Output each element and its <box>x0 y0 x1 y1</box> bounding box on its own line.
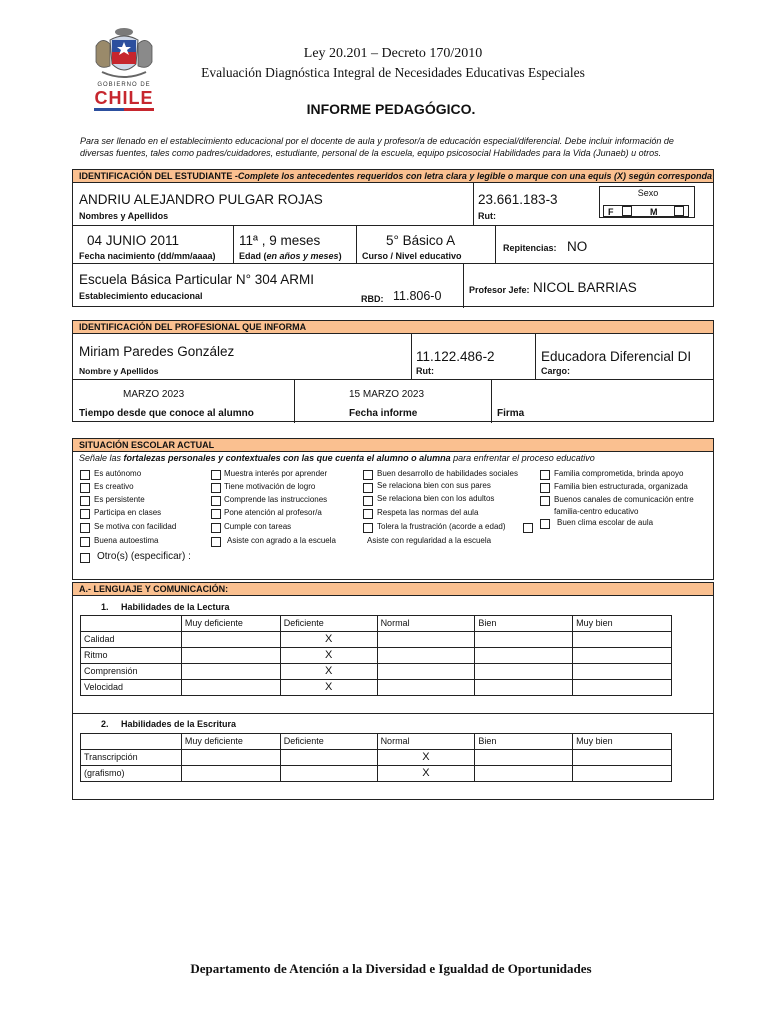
other-strength-checkbox[interactable] <box>80 553 90 563</box>
instructions-text: Para ser llenado en el establecimiento educacional por el docente de aula y profesor/a de educación especial/diferencial. Debe incluir información de diversas fuentes, tales como padres/cuidadores, estudiante, personal de la escuela, equipo psicosocial Habilidades para la Vida (Junaeb) u otros. <box>80 136 674 158</box>
rating-cell[interactable] <box>475 680 573 696</box>
rating-cell[interactable] <box>181 632 280 648</box>
rating-cell[interactable] <box>280 766 377 782</box>
language-section <box>72 582 714 800</box>
student-section-title: IDENTIFICACIÓN DEL ESTUDIANTE <box>79 171 233 181</box>
row-label: Ritmo <box>81 648 182 664</box>
writing-skills-title: 2. Habilidades de la Escritura <box>101 719 237 729</box>
scale-header: Normal <box>377 734 475 750</box>
known-since-label: Tiempo desde que conoce al alumno <box>79 408 254 419</box>
student-course-label: Curso / Nivel educativo <box>362 251 462 261</box>
rating-cell[interactable] <box>377 632 475 648</box>
row-label: Calidad <box>81 632 182 648</box>
logo-wordmark: CHILE <box>94 88 154 108</box>
reading-skills-title: 1. Habilidades de la Lectura <box>101 602 230 612</box>
professional-role: Educadora Diferencial DI <box>541 349 692 364</box>
sex-f-label: F <box>608 207 614 217</box>
repeat-value: NO <box>567 239 588 254</box>
sex-f-checkbox[interactable] <box>622 206 632 216</box>
extra-checkbox[interactable] <box>523 523 533 533</box>
row-label: Transcripción <box>81 750 182 766</box>
rating-cell[interactable] <box>573 680 672 696</box>
rating-cell-marked[interactable]: X <box>280 632 377 648</box>
strength-label: Buen clima escolar de aula <box>557 518 654 527</box>
scale-header: Muy bien <box>573 616 672 632</box>
footer-department: Departamento de Atención a la Diversidad e Igualdad de Oportunidades <box>190 961 592 976</box>
strength-label: Buenos canales de comunicación entre <box>554 495 694 504</box>
other-strength-label: Otro(s) (especificar) : <box>97 551 191 562</box>
rating-cell[interactable] <box>377 664 475 680</box>
logo-caption: GOBIERNO DE <box>97 82 151 88</box>
strength-checkbox[interactable] <box>211 483 221 493</box>
rating-cell-marked[interactable]: X <box>280 648 377 664</box>
sex-m-label: M <box>650 207 658 217</box>
scale-header: Muy deficiente <box>181 616 280 632</box>
school-name: Escuela Básica Particular N° 304 ARMI <box>79 272 314 287</box>
situation-prompt <box>79 453 595 463</box>
rating-cell[interactable] <box>475 648 573 664</box>
rbd-label: RBD: <box>361 294 384 304</box>
strength-label: Participa en clases <box>94 508 162 517</box>
rating-cell[interactable] <box>573 766 672 782</box>
strength-checkbox[interactable] <box>80 509 90 519</box>
sex-box <box>599 186 695 218</box>
student-birth-label: Fecha nacimiento (dd/mm/aaaa) <box>79 251 216 261</box>
strength-label: Asiste con regularidad a la escuela <box>367 536 492 545</box>
reading-skills-table <box>80 615 672 696</box>
strength-label: Respeta las normas del aula <box>377 508 479 517</box>
rating-cell[interactable] <box>573 750 672 766</box>
age-label-italic: en años y meses <box>266 251 339 261</box>
strength-checkbox[interactable] <box>211 470 221 480</box>
situation-section <box>72 438 714 580</box>
table-row <box>81 750 672 766</box>
rating-cell[interactable] <box>475 750 573 766</box>
row-label: Comprensión <box>81 664 182 680</box>
student-course: 5° Básico A <box>386 233 456 248</box>
strength-checkbox[interactable] <box>540 519 550 529</box>
strength-checkbox[interactable] <box>540 470 550 480</box>
student-age: 11ª , 9 meses <box>239 233 321 248</box>
scale-header: Muy deficiente <box>181 734 280 750</box>
student-section-note: -Complete los antecedentes requeridos con letra clara y legible o marque con una equis (X) según corresponda <box>232 171 712 181</box>
strength-checkbox[interactable] <box>363 496 373 506</box>
teacher-label: Profesor Jefe: <box>469 285 530 295</box>
row-label: Velocidad <box>81 680 182 696</box>
rating-cell[interactable] <box>475 766 573 782</box>
student-age-label <box>239 251 342 261</box>
strength-checkbox[interactable] <box>363 509 373 519</box>
prompt-prefix: Señale las <box>79 453 124 463</box>
repeat-label: Repitencias: <box>503 243 557 253</box>
professional-section-header: IDENTIFICACIÓN DEL PROFESIONAL QUE INFORMA <box>73 321 713 334</box>
scale-header: Normal <box>377 616 475 632</box>
scale-header: Deficiente <box>280 616 377 632</box>
strength-label: Buen desarrollo de habilidades sociales <box>377 469 518 478</box>
student-birth-date: 04 JUNIO 2011 <box>87 233 180 248</box>
rating-cell[interactable] <box>573 632 672 648</box>
strength-label: Tolera la frustración (acorde a edad) <box>377 522 506 531</box>
strength-label: Comprende las instrucciones <box>224 495 328 504</box>
student-name-label: Nombres y Apellidos <box>79 211 169 221</box>
student-rut-label: Rut: <box>478 211 496 221</box>
sex-label: Sexo <box>637 188 659 198</box>
rating-cell[interactable] <box>377 648 475 664</box>
sex-m-checkbox[interactable] <box>674 206 684 216</box>
strength-label: Se motiva con facilidad <box>94 522 177 531</box>
strength-checkbox[interactable] <box>80 496 90 506</box>
strength-checkbox[interactable] <box>211 537 221 547</box>
table-row <box>81 632 672 648</box>
strength-label: Se relaciona bien con los adultos <box>377 494 495 503</box>
rating-cell[interactable] <box>181 664 280 680</box>
table-header-row <box>81 616 672 632</box>
row-label: (grafismo) <box>81 766 182 782</box>
strength-checkbox[interactable] <box>363 523 373 533</box>
table-header-row <box>81 734 672 750</box>
strength-label: Es persistente <box>94 495 145 504</box>
table-row <box>81 766 672 782</box>
teacher-name: NICOL BARRIAS <box>533 280 637 295</box>
prompt-emphasis: fortalezas personales y contextuales con las que cuenta el alumno o alumna <box>123 453 451 463</box>
strength-checkbox[interactable] <box>540 496 550 506</box>
strength-checkbox[interactable] <box>80 470 90 480</box>
strength-label: Buena autoestima <box>94 536 159 545</box>
age-label-suffix: ) <box>338 251 342 261</box>
table-header-cell <box>81 734 182 750</box>
strength-checkbox[interactable] <box>80 537 90 547</box>
rating-cell[interactable] <box>475 664 573 680</box>
rating-cell[interactable] <box>377 680 475 696</box>
page-title: INFORME PEDAGÓGICO. <box>306 101 476 117</box>
scale-header: Bien <box>475 734 573 750</box>
strength-checkbox[interactable] <box>363 470 373 480</box>
table-row <box>81 664 672 680</box>
scale-header: Bien <box>475 616 573 632</box>
strength-label-continued: familia-centro educativo <box>554 507 639 516</box>
rating-cell[interactable] <box>475 632 573 648</box>
strength-label: Es autónomo <box>94 469 142 478</box>
rating-cell[interactable] <box>181 766 280 782</box>
scale-header: Deficiente <box>280 734 377 750</box>
student-section <box>72 169 714 307</box>
strength-label: Familia comprometida, brinda apoyo <box>554 469 684 478</box>
rating-cell-marked[interactable]: X <box>377 766 475 782</box>
professional-rut-label: Rut: <box>416 366 434 376</box>
strength-checkbox[interactable] <box>80 523 90 533</box>
professional-name-label: Nombre y Apellidos <box>79 366 159 376</box>
law-reference: Ley 20.201 – Decreto 170/2010 <box>303 46 483 61</box>
rbd-value: 11.806-0 <box>393 289 442 303</box>
strength-label: Asiste con agrado a la escuela <box>227 536 336 545</box>
strength-label: Se relaciona bien con sus pares <box>377 481 491 490</box>
rating-cell[interactable] <box>181 750 280 766</box>
report-date-label: Fecha informe <box>349 408 418 419</box>
strength-checkbox[interactable] <box>211 496 221 506</box>
professional-role-label: Cargo: <box>541 366 570 376</box>
prompt-suffix: para enfrentar el proceso educativo <box>450 453 595 463</box>
rating-cell[interactable] <box>573 664 672 680</box>
strength-label: Pone atención al profesor/a <box>224 508 322 517</box>
document-subtitle: Evaluación Diagnóstica Integral de Necesidades Educativas Especiales <box>201 65 585 80</box>
strength-label: Familia bien estructurada, organizada <box>554 482 688 491</box>
rating-cell-marked[interactable]: X <box>280 664 377 680</box>
school-label: Establecimiento educacional <box>79 291 203 301</box>
strength-checkbox[interactable] <box>211 523 221 533</box>
strength-checkbox[interactable] <box>363 483 373 493</box>
strength-checkbox[interactable] <box>80 483 90 493</box>
rating-cell[interactable] <box>573 648 672 664</box>
professional-section <box>72 320 714 422</box>
rating-cell[interactable] <box>280 750 377 766</box>
professional-name: Miriam Paredes González <box>79 344 235 359</box>
rating-cell[interactable] <box>181 680 280 696</box>
scale-header: Muy bien <box>573 734 672 750</box>
rating-cell-marked[interactable]: X <box>280 680 377 696</box>
strength-checkbox[interactable] <box>211 509 221 519</box>
table-header-cell <box>81 616 182 632</box>
language-section-header: A.- LENGUAJE Y COMUNICACIÓN: <box>73 583 713 596</box>
strength-checkbox[interactable] <box>540 483 550 493</box>
table-row <box>81 680 672 696</box>
signature-label: Firma <box>497 408 525 419</box>
strength-label: Cumple con tareas <box>224 522 292 531</box>
student-name: ANDRIU ALEJANDRO PULGAR ROJAS <box>79 192 323 207</box>
strength-label: Muestra interés por aprender <box>224 469 328 478</box>
rating-cell[interactable] <box>181 648 280 664</box>
student-section-header <box>73 170 713 183</box>
situation-section-header: SITUACIÓN ESCOLAR ACTUAL <box>73 439 713 452</box>
strength-label: Tiene motivación de logro <box>224 482 316 491</box>
professional-rut: 11.122.486-2 <box>416 349 495 364</box>
report-date: 15 MARZO 2023 <box>349 389 425 400</box>
student-rut: 23.661.183-3 <box>478 192 558 207</box>
rating-cell-marked[interactable]: X <box>377 750 475 766</box>
writing-skills-table <box>80 733 672 782</box>
table-row <box>81 648 672 664</box>
known-since: MARZO 2023 <box>123 389 185 400</box>
age-label-prefix: Edad ( <box>239 251 267 261</box>
strength-label: Es creativo <box>94 482 134 491</box>
